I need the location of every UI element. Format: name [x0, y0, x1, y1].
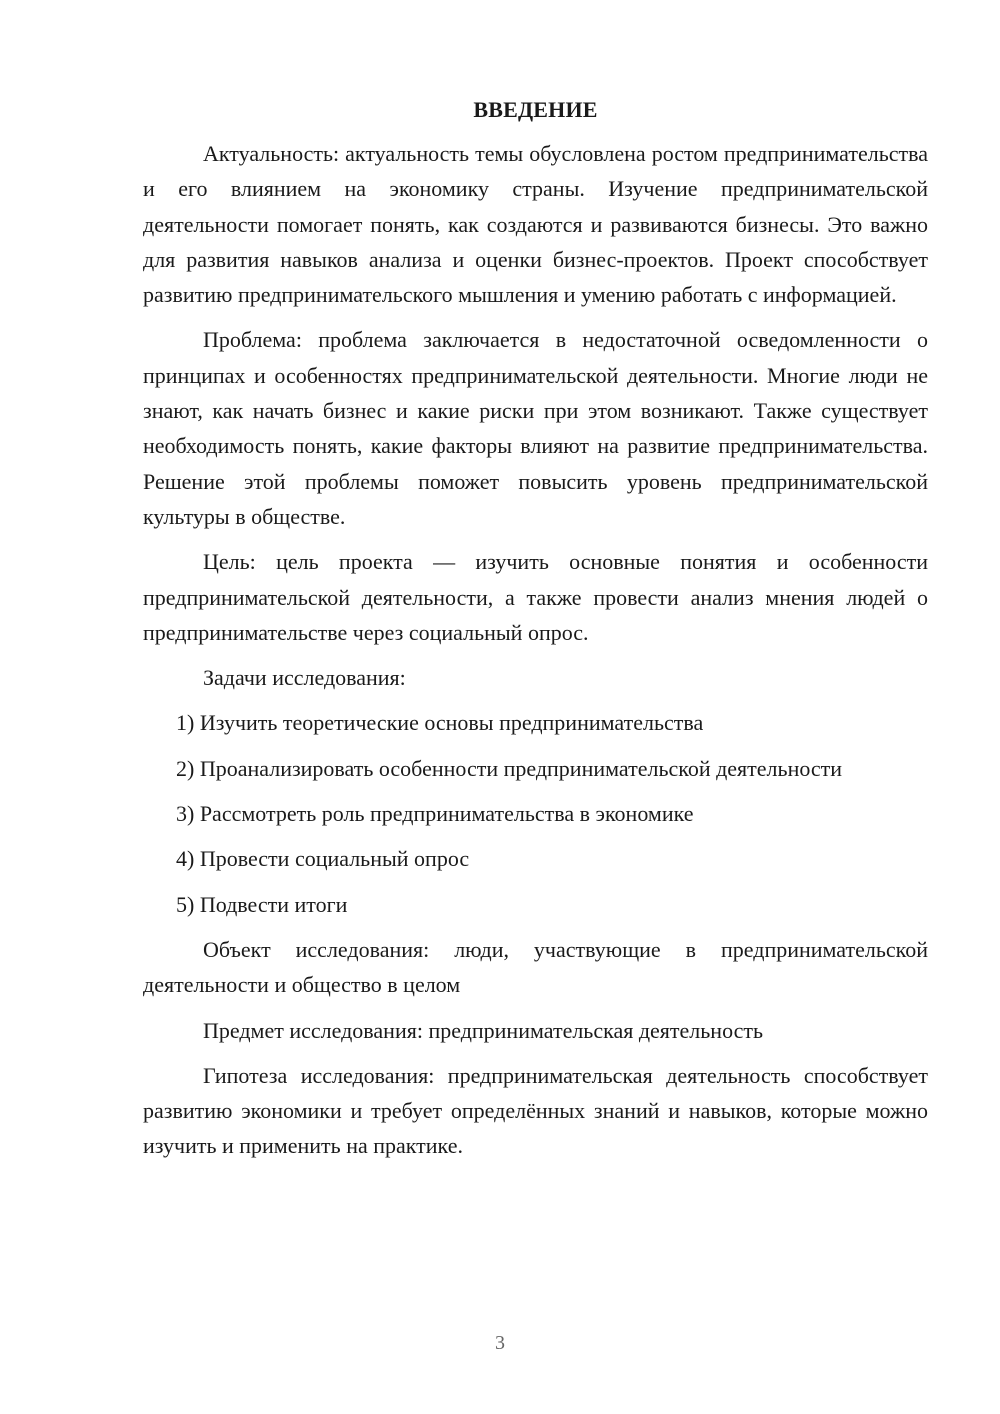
- task-item-1: 1) Изучить теоретические основы предпринимательства: [176, 710, 704, 736]
- task-item-5: 5) Подвести итоги: [176, 891, 348, 917]
- document-page: [143, 94, 928, 1164]
- page-number: 3: [495, 1332, 505, 1354]
- tasks-heading: Задачи исследования:: [203, 665, 406, 691]
- goal-paragraph: Цель: цель проекта — изучить основные понятия и особенности предпринимательской деятельности, а также провести анализ мнения людей о предпринимательстве через социальный опрос.: [143, 549, 928, 645]
- task-item-3: 3) Рассмотреть роль предпринимательства в экономике: [176, 801, 694, 827]
- page-title: ВВЕДЕНИЕ: [473, 97, 598, 122]
- subject-paragraph: Предмет исследования: предпринимательская деятельность: [203, 1017, 764, 1043]
- relevance-paragraph: Актуальность: актуальность темы обусловлена ростом предпринимательства и его влиянием на экономику страны. Изучение предпринимательской деятельности помогает понять, как создаются и развиваются бизнесы. Это важно для развития навыков анализа и оценки бизнес-проектов. Проект способствует развитию предпринимательского мышления и умению работать с информацией.: [143, 141, 928, 308]
- task-item-2: 2) Проанализировать особенности предпринимательской деятельности: [176, 755, 843, 781]
- object-paragraph: Объект исследования: люди, участвующие в предпринимательской деятельности и общество в целом: [143, 936, 928, 998]
- problem-paragraph: Проблема: проблема заключается в недостаточной осведомленности о принципах и особенностях предпринимательской деятельности. Многие люди не знают, как начать бизнес и какие риски при этом возникают. Также существует необходимость понять, какие факторы влияют на развитие предпринимательства. Решение этой проблемы поможет повысить уровень предпринимательской культуры в обществе.: [143, 327, 928, 529]
- task-item-4: 4) Провести социальный опрос: [176, 846, 470, 872]
- hypothesis-paragraph: Гипотеза исследования: предпринимательская деятельность способствует развитию экономики и требует определённых знаний и навыков, которые можно изучить и применить на практике.: [143, 1062, 928, 1159]
